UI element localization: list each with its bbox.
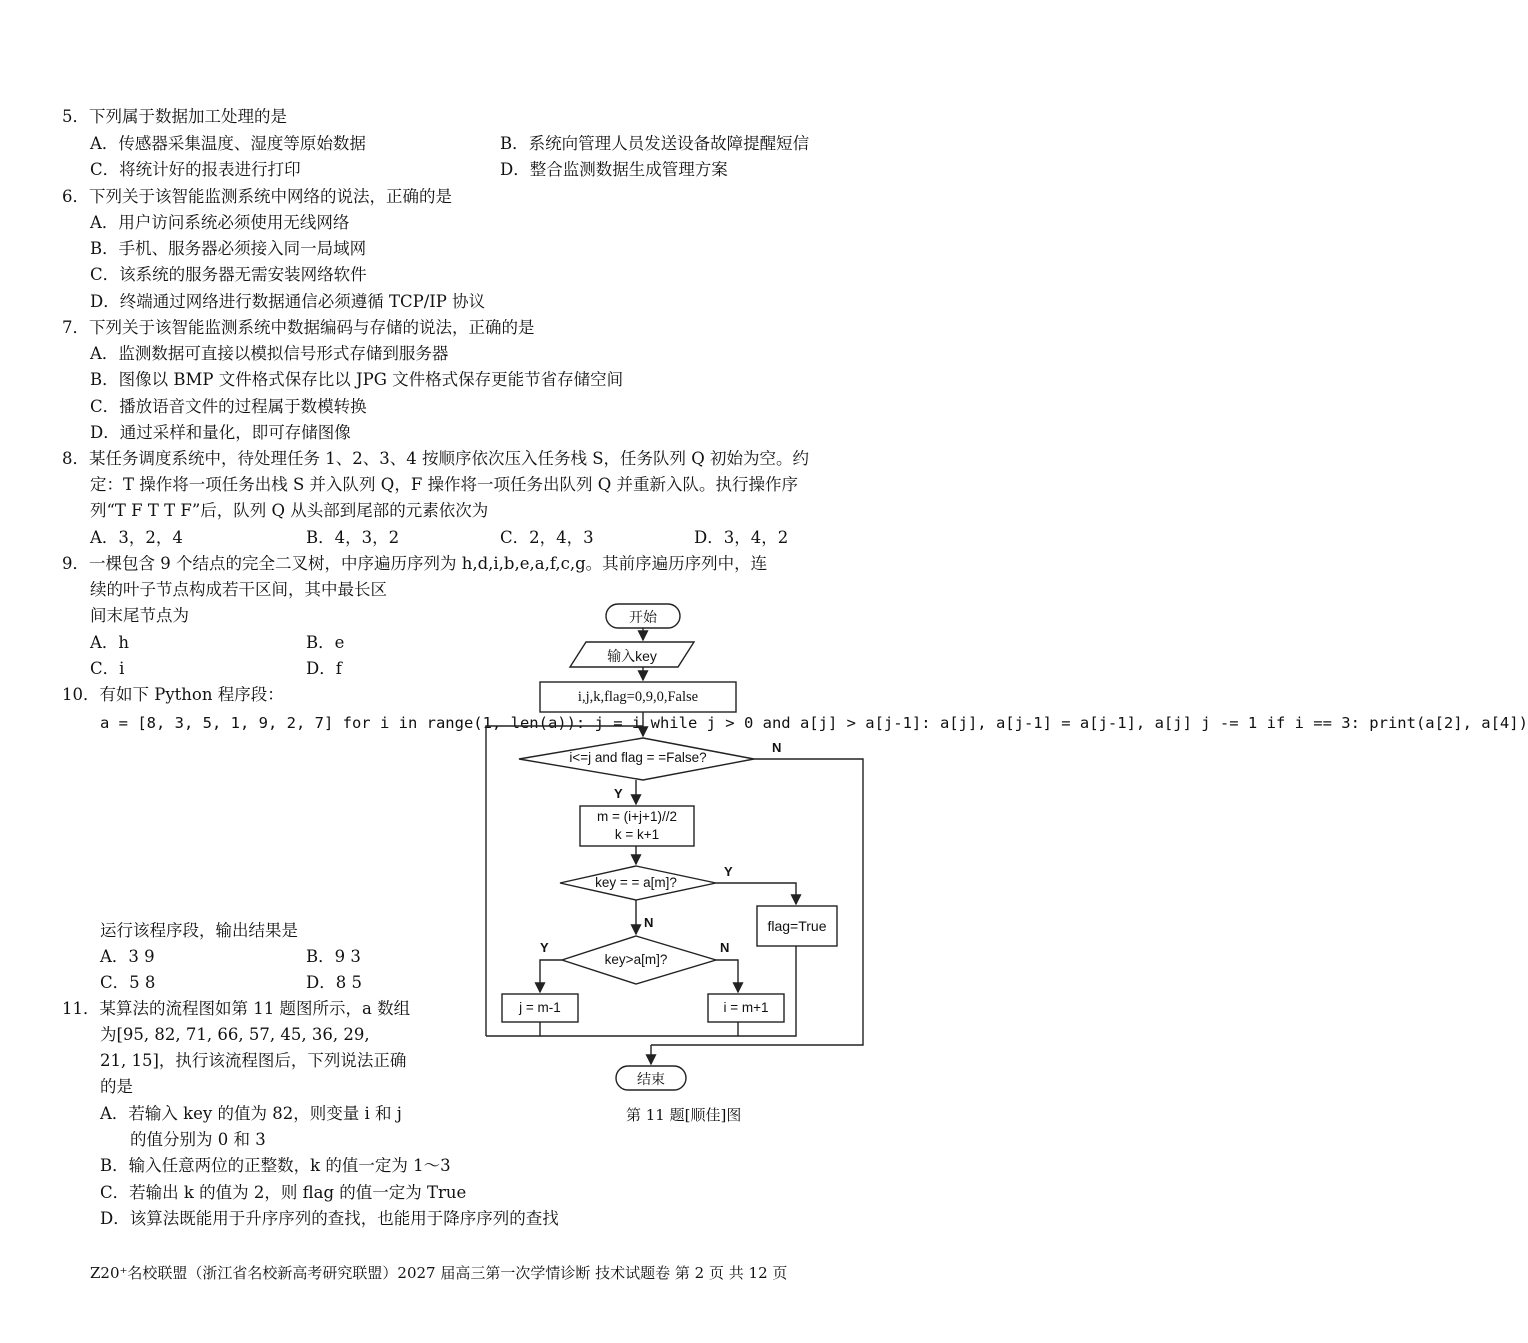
q11-option-b: B．输入任意两位的正整数，k 的值一定为 1～3 xyxy=(100,1156,451,1175)
q8-line-3: 列“T F T T F”后，队列 Q 从头部到尾部的元素依次为 xyxy=(90,501,489,520)
q8-option-c: C．2，4，3 xyxy=(500,528,594,547)
code-line: a[j], a[j-1] = a[j-1], a[j] xyxy=(939,714,1192,732)
q11-line-4: 的是 xyxy=(100,1077,133,1096)
cond3-no-label: N xyxy=(720,940,730,955)
q9-option-b: B．e xyxy=(306,633,345,652)
q5-stem: 5．下列属于数据加工处理的是 xyxy=(62,107,287,126)
q10-tail: 运行该程序段，输出结果是 xyxy=(100,921,298,940)
code-line: a = [8, 3, 5, 1, 9, 2, 7] xyxy=(100,714,334,732)
q11-option-c: C．若输出 k 的值为 2，则 flag 的值一定为 True xyxy=(100,1183,467,1202)
q8-option-d: D．3，4，2 xyxy=(694,528,789,547)
q7-option-d: D．通过采样和量化，即可存储图像 xyxy=(90,423,351,442)
compute-line-1: m = (i+j+1)//2 xyxy=(597,809,677,824)
code-line: for i in range(1, len(a)): xyxy=(342,714,586,732)
q9-option-a: A．h xyxy=(90,633,130,652)
q9-option-c: C．i xyxy=(90,659,125,678)
q10-option-b: B．9 3 xyxy=(306,947,361,966)
q9-line-2: 续的叶子节点构成若干区间，其中最长区 xyxy=(90,580,387,599)
q9-line-1: 9．一棵包含 9 个结点的完全二叉树，中序遍历序列为 h,d,i,b,e,a,f,c,g。其前序遍历序列中，连 xyxy=(62,554,768,573)
code-line: j -= 1 xyxy=(1201,714,1258,732)
flowchart-caption: 第 11 题[顺佳]图 xyxy=(626,1106,742,1124)
left-assign-label: j = m-1 xyxy=(519,1000,561,1015)
start-label: 开始 xyxy=(629,609,657,625)
cond1-label: i<=j and flag = =False? xyxy=(569,750,707,765)
right-assign-label: i = m+1 xyxy=(723,1000,769,1015)
cond2-yes-label: Y xyxy=(724,864,733,879)
q5-option-c: C．将统计好的报表进行打印 xyxy=(90,160,301,179)
code-line: while j > 0 and a[j] > a[j-1]: xyxy=(650,714,931,732)
code-line: if i == 3: xyxy=(1266,714,1360,732)
flag-true-label: flag=True xyxy=(767,918,827,934)
q6-option-c: C．该系统的服务器无需安装网络软件 xyxy=(90,265,367,284)
q11-line-1: 11．某算法的流程图如第 11 题图所示，a 数组 xyxy=(62,999,411,1018)
end-label: 结束 xyxy=(637,1071,665,1087)
q5-option-a: A．传感器采集温度、湿度等原始数据 xyxy=(90,134,366,153)
q5-option-b: B．系统向管理人员发送设备故障提醒短信 xyxy=(500,134,810,153)
page-footer: Z20⁺名校联盟（浙江省名校新高考研究联盟）2027 届高三第一次学情诊断 技术试题卷 第 2 页 共 12 页 xyxy=(90,1264,788,1282)
q6-option-b: B．手机、服务器必须接入同一局域网 xyxy=(90,239,367,258)
q8-option-b: B．4，3，2 xyxy=(306,528,400,547)
q6-option-d: D．终端通过网络进行数据通信必须遵循 TCP/IP 协议 xyxy=(90,292,486,311)
q10-stem: 10．有如下 Python 程序段： xyxy=(62,685,284,704)
q11-line-3: 21, 15]，执行该流程图后，下列说法正确 xyxy=(100,1051,407,1070)
code-line: print(a[2], a[4]) xyxy=(1369,714,1528,732)
q9-option-d: D．f xyxy=(306,659,342,678)
cond3-label: key>a[m]? xyxy=(604,952,668,967)
q10-option-c: C．5 8 xyxy=(100,973,156,992)
compute-line-2: k = k+1 xyxy=(614,827,660,842)
q10-option-a: A．3 9 xyxy=(100,947,155,966)
q5-option-d: D．整合监测数据生成管理方案 xyxy=(500,160,728,179)
q7-stem: 7．下列关于该智能监测系统中数据编码与存储的说法，正确的是 xyxy=(62,318,535,337)
q11-option-d: D．该算法既能用于升序序列的查找，也能用于降序序列的查找 xyxy=(100,1209,559,1228)
q8-line-2: 定：T 操作将一项任务出栈 S 并入队列 Q，F 操作将一项任务出队列 Q 并重新入队。执行操作序 xyxy=(90,475,799,494)
q11-line-2: 为[95, 82, 71, 66, 57, 45, 36, 29, xyxy=(100,1025,370,1044)
q9-line-3: 间末尾节点为 xyxy=(90,606,189,625)
input-label: 输入key xyxy=(607,648,657,664)
q11-option-a: A．若输入 key 的值为 82，则变量 i 和 j xyxy=(100,1104,402,1123)
q8-line-1: 8．某任务调度系统中，待处理任务 1、2、3、4 按顺序依次压入任务栈 S，任务队列 Q 初始为空。约 xyxy=(62,449,810,468)
q6-option-a: A．用户访问系统必须使用无线网络 xyxy=(90,213,350,232)
cond1-no-label: N xyxy=(772,740,782,755)
q7-option-a: A．监测数据可直接以模拟信号形式存储到服务器 xyxy=(90,344,449,363)
cond3-yes-label: Y xyxy=(540,940,549,955)
q6-stem: 6．下列关于该智能监测系统中网络的说法，正确的是 xyxy=(62,187,452,206)
q8-option-a: A．3，2，4 xyxy=(90,528,183,547)
q10-option-d: D．8 5 xyxy=(306,973,362,992)
q7-option-c: C．播放语音文件的过程属于数模转换 xyxy=(90,397,367,416)
q11-option-a-cont: 的值分别为 0 和 3 xyxy=(130,1130,266,1149)
cond1-yes-label: Y xyxy=(614,786,623,801)
code-line: j = i xyxy=(594,714,642,732)
cond2-label: key = = a[m]? xyxy=(595,875,677,890)
init-label: i,j,k,flag=0,9,0,False xyxy=(577,689,699,705)
q7-option-b: B．图像以 BMP 文件格式保存比以 JPG 文件格式保存更能节省存储空间 xyxy=(90,370,624,389)
cond2-no-label: N xyxy=(644,915,654,930)
